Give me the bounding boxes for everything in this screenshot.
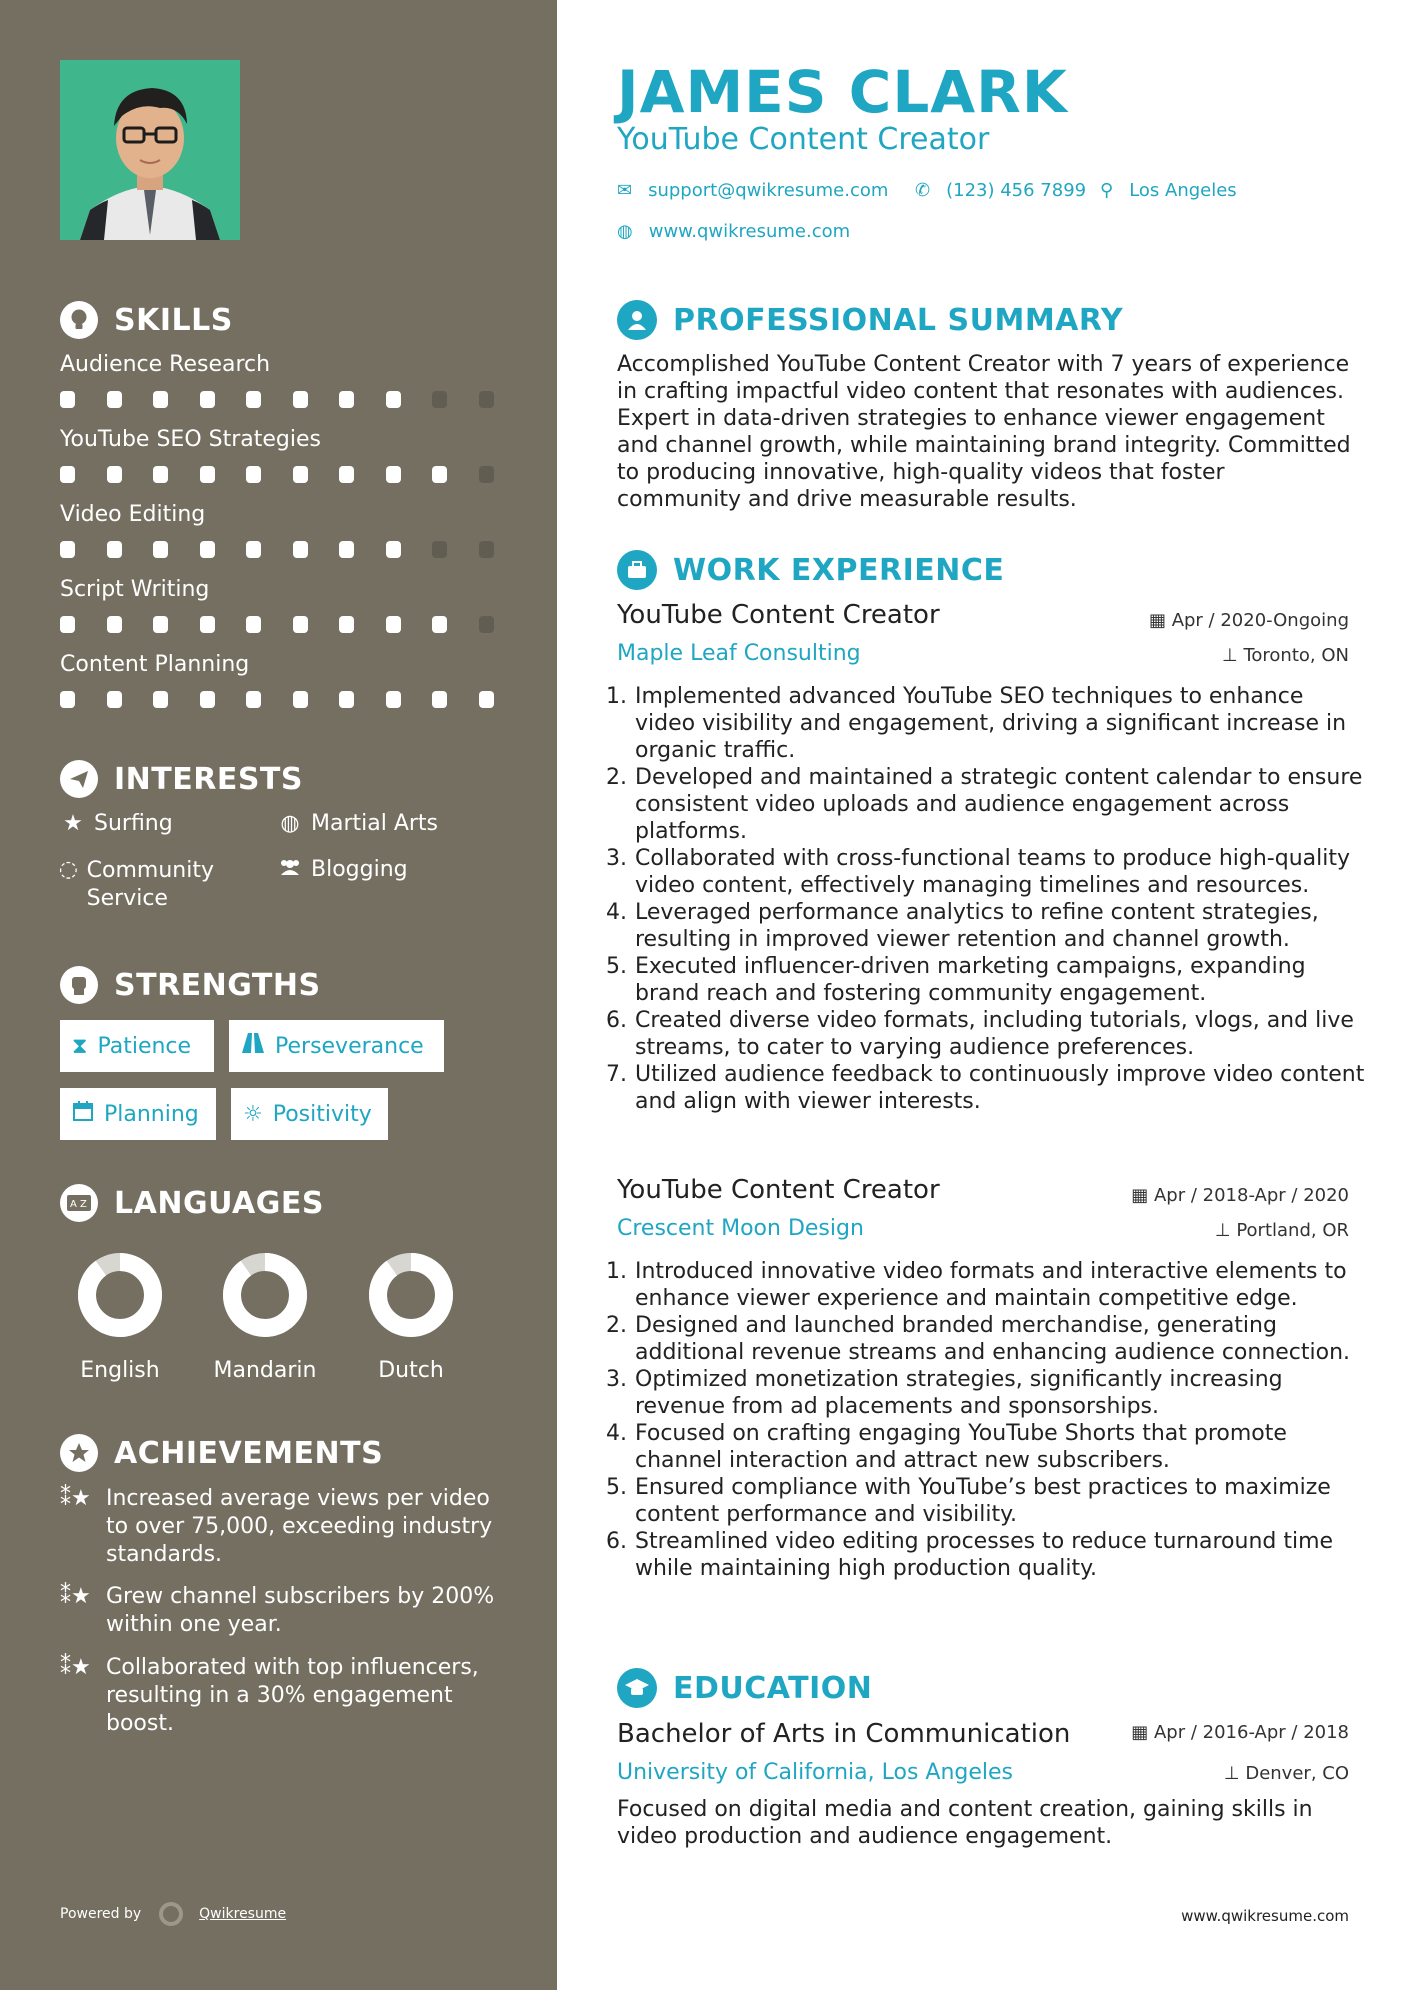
education-location-text: Denver, CO [1245,1763,1349,1784]
job-location [1215,1220,1349,1241]
briefcase-icon [617,550,657,590]
job-bullet: 5. Ensured compliance with YouTube’s best practices to maximize content performance and visibility. [634,1474,1369,1528]
rating-dot-empty [479,616,494,633]
strength-badge [60,1020,214,1072]
rating-dot-filled [386,691,401,708]
rating-dot-filled [293,616,308,633]
job-title: YouTube Content Creator [617,1175,940,1205]
strength-badge [229,1020,444,1072]
job-bullet: 1. Introduced innovative video formats and interactive elements to enhance viewer experience and maintain competitive edge. [634,1258,1369,1312]
svg-text:A: A [70,1199,77,1210]
rating-dot-filled [200,616,215,633]
pin-icon: ⊥ [1223,1763,1240,1784]
rating-dot-empty [432,541,447,558]
achievement-item [60,1583,500,1639]
rating-dot-filled [432,466,447,483]
rating-dot-filled [339,691,354,708]
language-item [336,1250,486,1383]
job-bullet: 6. Streamlined video editing processes to reduce turnaround time while maintaining high production quality. [634,1528,1369,1582]
rating-dot-filled [293,691,308,708]
skills-header [60,301,233,339]
job-dates [1131,1185,1349,1206]
lightbulb-icon [60,301,98,339]
job-location-text: Toronto, ON [1243,645,1349,666]
interests-title: INTERESTS [114,761,303,797]
strength-badge [231,1088,388,1140]
rating-dot-filled [246,616,261,633]
language-ring-fill [232,1262,298,1328]
hourglass-icon: ⧗ [72,1033,88,1059]
sidebar [0,0,557,1990]
rating-dot-empty [479,466,494,483]
rating-dot-filled [200,466,215,483]
job-bullet: 6. Created diverse video formats, including tutorials, vlogs, and live streams, to cater to varying audience preferences. [634,1007,1369,1061]
calendar-icon: ▦ [1131,1722,1149,1743]
main-content [617,0,1365,1990]
pin-icon: ⊥ [1214,1220,1231,1241]
education-degree: Bachelor of Arts in Communication [617,1719,1071,1749]
interest-label: Surfing [94,811,173,836]
rating-dot-filled [339,616,354,633]
job-bullet: 7. Utilized audience feedback to continuously improve video content and align with viewer interests. [634,1061,1369,1115]
rating-dot-filled [339,466,354,483]
job-dates [1149,610,1349,631]
shooting-star-icon: ⁑★ [60,1486,91,1511]
hands-icon: ◌ [58,857,78,882]
job-company: Crescent Moon Design [617,1216,864,1241]
language-name: Dutch [378,1358,444,1383]
strength-label: Planning [104,1101,199,1127]
profile-photo [60,60,240,240]
education-header [617,1668,872,1708]
skill-rating [60,391,525,408]
rating-dot-filled [339,391,354,408]
interest-item [277,811,438,836]
users-icon [277,857,303,883]
skill-rating [60,691,525,708]
job-bullet: 2. Developed and maintained a strategic content calendar to ensure consistent video uploads and audience engagement across platforms. [634,764,1369,845]
strength-label: Positivity [272,1101,372,1127]
education-school: University of California, Los Angeles [617,1760,1014,1785]
powered-by [60,1902,286,1926]
interests-header [60,760,303,798]
location-text: Los Angeles [1129,180,1237,201]
interest-label: Community Service [86,858,214,911]
pin-icon: ⊥ [1222,645,1238,666]
rating-dot-filled [107,541,122,558]
paper-plane-icon [60,760,98,798]
summary-title: PROFESSIONAL SUMMARY [673,302,1124,338]
achievement-item [60,1654,500,1738]
contact-phone[interactable] [915,180,1086,201]
rating-dot-filled [153,616,168,633]
skill-name: YouTube SEO Strategies [60,427,321,452]
powered-by-label: Powered by [60,1906,142,1922]
fist-icon [60,966,98,1004]
strengths-header [60,966,321,1004]
globe-icon: ◍ [280,811,300,836]
website-text: www.qwikresume.com [648,221,851,242]
experience-header [617,550,1004,590]
envelope-icon: ✉ [617,180,633,201]
road-icon [241,1033,265,1059]
skills-title: SKILLS [114,302,233,338]
rating-dot-filled [432,691,447,708]
rating-dot-filled [60,541,75,558]
summary-header [617,300,1123,340]
rating-dot-filled [107,466,122,483]
rating-dot-filled [153,391,168,408]
education-location [1224,1763,1349,1784]
rating-dot-filled [200,691,215,708]
contact-location [1100,180,1237,201]
skill-rating [60,541,525,558]
rating-dot-filled [386,391,401,408]
rating-dot-filled [107,691,122,708]
skill-name: Script Writing [60,577,210,602]
education-description: Focused on digital media and content creation, gaining skills in video production and audience engagement. [617,1797,1313,1849]
svg-text:Z: Z [80,1199,87,1210]
rating-dot-filled [200,541,215,558]
job-bullet: 4. Focused on crafting engaging YouTube Shorts that promote channel interaction and attract new subscribers. [634,1420,1369,1474]
rating-dot-filled [153,691,168,708]
skill-name: Video Editing [60,502,206,527]
interest-item [277,857,408,883]
strength-label: Patience [97,1033,192,1059]
job-location [1222,645,1349,666]
achievements-title: ACHIEVEMENTS [114,1435,384,1471]
skill-rating [60,616,525,633]
experience-title: WORK EXPERIENCE [673,552,1005,588]
phone-icon: ✆ [915,180,931,201]
language-ring-fill [378,1262,444,1328]
rating-dot-filled [200,391,215,408]
language-item [45,1250,195,1383]
job-bullets [617,1258,1369,1582]
interest-label: Martial Arts [311,811,439,836]
phone-text: (123) 456 7899 [946,180,1087,201]
rating-dot-filled [246,466,261,483]
shooting-star-icon: ⁑★ [60,1584,91,1609]
achievement-text: Grew channel subscribers by 200% within one year. [106,1584,495,1637]
rating-dot-filled [246,691,261,708]
rating-dot-filled [60,391,75,408]
interest-item [58,857,258,913]
job-bullet: 2. Designed and launched branded merchandise, generating additional revenue streams and enhancing audience connection. [634,1312,1369,1366]
rating-dot-filled [60,616,75,633]
education-dates-text: Apr / 2016-Apr / 2018 [1153,1722,1349,1743]
award-star-icon [60,1434,98,1472]
email-text: support@qwikresume.com [648,180,889,201]
education-title: EDUCATION [673,1670,873,1706]
rating-dot-filled [386,541,401,558]
candidate-name: JAMES CLARK [617,58,1068,126]
interest-label: Blogging [311,857,408,882]
achievements-header [60,1434,383,1472]
contact-email[interactable] [617,180,888,201]
rating-dot-empty [479,391,494,408]
language-icon [60,1184,98,1222]
skill-name: Audience Research [60,352,271,377]
languages-header [60,1184,324,1222]
achievement-text: Increased average views per video to over 75,000, exceeding industry standards. [106,1486,493,1567]
language-ring [220,1250,310,1340]
calendar-icon [72,1100,94,1128]
rating-dot-filled [153,541,168,558]
user-icon [617,300,657,340]
calendar-icon: ▦ [1131,1185,1149,1206]
strengths-title: STRENGTHS [114,967,321,1003]
job-company: Maple Leaf Consulting [617,641,861,666]
job-dates-text: Apr / 2020-Ongoing [1171,610,1349,631]
job-title: YouTube Content Creator [617,600,940,630]
rating-dot-filled [60,466,75,483]
qwikresume-link[interactable]: Qwikresume [199,1906,287,1922]
job-bullet: 3. Optimized monetization strategies, significantly increasing revenue from ad placements and sponsorships. [634,1366,1369,1420]
summary-text: Accomplished YouTube Content Creator with 7 years of experience in crafting impactful video content that resonates with audiences. Expert in data-driven strategies to enhance viewer engagement and channel growth, while maintaining brand integrity. Committed to producing innovative, high-quality videos that foster community and drive measurable results. [617,352,1351,512]
rating-dot-filled [153,466,168,483]
rating-dot-filled [479,691,494,708]
language-ring [366,1250,456,1340]
shooting-star-icon: ⁑★ [60,1655,91,1680]
rating-dot-filled [339,541,354,558]
interest-item [60,811,173,836]
rating-dot-filled [293,541,308,558]
job-bullet: 4. Leveraged performance analytics to refine content strategies, resulting in improved viewer retention and channel growth. [634,899,1369,953]
rating-dot-filled [246,391,261,408]
rating-dot-filled [107,616,122,633]
sun-icon: ☼ [243,1101,263,1127]
job-location-text: Portland, OR [1236,1220,1349,1241]
achievement-item [60,1485,500,1569]
rating-dot-filled [60,691,75,708]
rating-dot-filled [246,541,261,558]
language-name: English [80,1358,160,1383]
rating-dot-filled [432,616,447,633]
job-bullets [617,683,1369,1115]
qwikresume-logo-icon [159,1902,183,1926]
rating-dot-filled [386,616,401,633]
star-icon: ★ [63,811,83,836]
graduation-cap-icon [617,1668,657,1708]
language-ring-fill [87,1262,153,1328]
globe-icon: ◍ [617,221,633,242]
skill-name: Content Planning [60,652,250,677]
rating-dot-filled [386,466,401,483]
rating-dot-filled [293,391,308,408]
languages-title: LANGUAGES [114,1185,324,1221]
rating-dot-empty [432,391,447,408]
rating-dot-empty [479,541,494,558]
strength-badge [60,1088,216,1140]
calendar-icon: ▦ [1148,610,1166,631]
job-bullet: 1. Implemented advanced YouTube SEO techniques to enhance video visibility and engagement, driving a significant increase in organic traffic. [634,683,1369,764]
language-name: Mandarin [213,1358,317,1383]
language-ring [75,1250,165,1340]
job-bullet: 5. Executed influencer-driven marketing campaigns, expanding brand reach and fostering community engagement. [634,953,1369,1007]
rating-dot-filled [107,391,122,408]
job-bullet: 3. Collaborated with cross-functional teams to produce high-quality video content, effectively managing timelines and resources. [634,845,1369,899]
language-item [190,1250,340,1383]
strength-label: Perseverance [275,1033,424,1059]
candidate-role: YouTube Content Creator [617,122,990,157]
footer-url[interactable]: www.qwikresume.com [1181,1907,1349,1925]
job-dates-text: Apr / 2018-Apr / 2020 [1153,1185,1349,1206]
map-pin-icon: ⚲ [1100,180,1114,201]
contact-website[interactable] [617,221,850,242]
achievement-text: Collaborated with top influencers, resulting in a 30% engagement boost. [106,1655,479,1736]
education-dates [1131,1722,1349,1743]
skill-rating [60,466,525,483]
rating-dot-filled [293,466,308,483]
